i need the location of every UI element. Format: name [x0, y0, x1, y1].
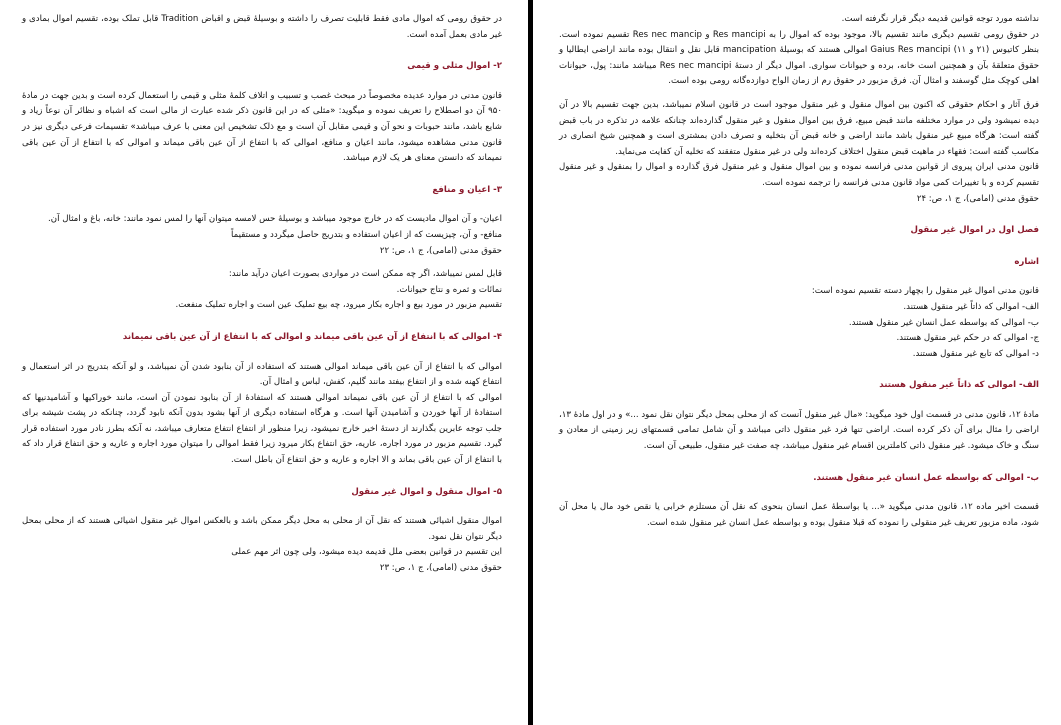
islamic-law-paragraph: فرق آثار و احکام حقوقی که اکنون بین اموال منقول و غیر منقول موجود است در قانون اسلام نمیباشد، بدین جهت تقسیم بالا در آن دیده نمیشود ولی در موارد مختلفه مانند قبض مبیع، فرق بین اموال منقول و غیر منقول گذارده‌اند چنانکه علامه در تذکره در باب قبض گفته است: هرگاه مبیع غیر منقول باشد مانند اراضی و خانه قبض آن بتخلیه و تصرف دادن بمشتری است و همچنین شیخ انصاری در مکاسب گفته است: فقهاء در ماهیت قبض منقول اختلاف کرده‌اند ولی در غیر منقول متفقند که تخلیه آن کفایت می‌نماید. [559, 99, 1039, 157]
sub-heading: اشاره [1014, 256, 1039, 267]
left-page [0, 0, 528, 725]
section-heading-3: ۳- اعیان و منافع [432, 184, 502, 195]
section-heading-2: ۲- اموال مثلی و قیمی [407, 61, 502, 72]
list-item: د- اموالی که تابع غیر منقول هستند. [912, 348, 1039, 359]
section-4-paragraph-1: اموالی که با انتفاع از آن عین باقی میماند اموالی هستند که استفاده از آن بنابود شدن آن نمیباشد، و لو آنکه بتدریج در اثر استعمال و انتفاع کهنه شده و از انتفاع بیفتد مانند گلیم، کفش، لباس و امثال آن. [22, 361, 502, 388]
section-3-paragraph-2: منافع- و آن، چیزیست که از اعیان استفاده و بتدریج حاصل میگردد و مستقیماً [231, 229, 502, 240]
list-intro: قانون مدنی اموال غیر منقول را بچهار دسته تقسیم نموده است: [811, 286, 1039, 297]
section-3-paragraph-3: قابل لمس نمیباشد، اگر چه ممکن است در مواردی بصورت اعیان درآید مانند: [228, 269, 502, 280]
section-5-paragraph-2: این تقسیم در قوانین بعضی ملل قدیمه دیده میشود، ولی چون اثر مهم عملی [231, 547, 502, 558]
list-item: ج- اموالی که در حکم غیر منقول هستند. [896, 333, 1039, 344]
section-heading-alef: الف- اموالی که ذاتاً غیر منقول هستند [879, 380, 1039, 391]
section-3-paragraph-5: تقسیم مزبور در مورد بیع و اجاره بکار میرود، چه بیع تملیک عین است و اجاره تملیک منفعت. [175, 300, 502, 311]
section-4-paragraph-2: اموالی که با انتفاع از آن عین باقی نمیماند اموالی هستند که استفادهٔ از آن بنابود نمودن آن است، مانند خوراکیها و آشامیدنیها که استفادهٔ از آنها خوردن و آشامیدن آنها است. و هرگاه استفاده دیگری از آنها بشود بدون آنکه نابود گردد، چنانکه در پشت شیشه برای جلب توجه عابرین بگذارند از دستهٔ اخیر خارج نمیشود، زیرا منظور از انتفاع انتفاع متعارف میباشد، نه آنکه بطرز نادر مورد استفاده قرار گیرد. تقسیم مزبور در مورد اجاره، عاریه، حق انتفاع بکار میرود زیرا فقط اموالی را میتوان مورد اجاره و عاریه و حق انتفاع قرار داد که با انتفاع از آن عین باقی بماند و الا اجاره و عاریه و حق انتفاع آن باطل است. [22, 392, 502, 466]
chapter-heading: فصل اول در اموال غیر منقول [910, 225, 1039, 236]
roman-law-paragraph: در حقوق رومی تقسیم دیگری مانند تقسیم بالا، موجود بوده که اموال را به Res mancipi و Res nec mancip تقسیم نموده است. بنظر کاتیوس (۲۱ و ۱۱) Gaius Res mancipi اموالی هستند که بوسیلهٔ mancipation قابل نقل و انتقال بوده مانند اراضی ایطالیا و حقوق متعلقهٔ بآن و همچنین است خانه، برده و حیوانات سواری. اموال دیگر از دستهٔ Res nec mancipi میباشد مانند: پول، حیوانات اهلی کوچک مثل گوسفند و امثال آن. فرق مزبور در حقوق رم از زمان الواح دوازده‌گانه رومی بوده است. [559, 29, 1040, 87]
section-heading-4: ۴- اموالی که با انتفاع از آن عین باقی میماند و اموالی که با انتفاع از آن عین باقی نمیماند [122, 331, 502, 342]
section-heading-5: ۵- اموال منقول و اموال غیر منقول [351, 486, 502, 497]
section-3-paragraph-1: اعیان- و آن اموال مادیست که در خارج موجود میباشد و بوسیلهٔ حس لامسه میتوان آنها را لمس نمود مانند: خانه، باغ و امثال آن. [48, 214, 502, 225]
section-3-paragraph-4: نمائات و ثمره و نتاج حیوانات. [396, 284, 502, 295]
section-be-body: قسمت اخیر ماده ۱۲، قانون مدنی میگوید «... یا بواسطهٔ عمل انسان بنحوی که نقل آن مستلزم خرابی یا نقص خود مال یا محل آن شود، ماده مزبور تعریف غیر منقولی را نموده که قبلا منقول بوده و بواسطه عمل انسان غیر منقول شده است. [559, 502, 1039, 528]
list-item: الف- اموالی که ذاتاً غیر منقول هستند. [903, 301, 1039, 312]
page-citation: حقوق مدنی (امامی)، ج ۱، ص: ۲۴ [916, 193, 1039, 204]
intro-paragraph: در حقوق رومی که اموال مادی فقط قابلیت تصرف را داشته و بوسیلهٔ قبض و اقباض Tradition قابل تملک بوده، تقسیم اموال بمادی و غیر مادی بعمل آمده است. [22, 14, 502, 40]
section-alef-body: مادهٔ ۱۲، قانون مدنی در قسمت اول خود میگوید: «مال غیر منقول آنست که از محلی بمحل دیگر نتوان نقل نمود ...» و در اول مادهٔ ۱۳، اراضی را مثال برای آن ذکر کرده است. اراضی تنها فرد غیر منقول ذاتی میباشد و آن شامل تمامی قسمتهای زیر زمینی از معادن و سنگ و خاک میشود. غیر منقول ذاتی کاملترین اقسام غیر منقول میباشد، چه صفت غیر منقول، طبیعی آن است. [559, 409, 1039, 452]
list-item: ب- اموالی که بواسطه عمل انسان غیر منقول هستند. [848, 317, 1039, 328]
page-citation: حقوق مدنی (امامی)، ج ۱، ص: ۲۲ [379, 245, 502, 256]
section-2-body: قانون مدنی در موارد عدیده مخصوصاً در مبحث غصب و تسبیب و اتلاف کلمهٔ مثلی و قیمی را استعمال کرده است و بدین جهت در مادهٔ ۹۵۰ آن دو اصطلاح را تعریف نموده و میگوید: «مثلی که در این قانون ذکر شده عبارت از مالی است که اشباه و نظائر آن نوعاً زیاد و شایع باشد، مانند حبوبات و نحو آن و قیمی مقابل آن است و مع ذلک تشخیص این معنی با عرف میباشد» تقسیمات فرعی دیگری نیز در قانون مدنی مشاهده میشود، مانند اعیان و منافع، اموالی که با انتفاع از آن عین باقی میماند و اموالی که با انتفاع از آن عین باقی نمیماند که دانستن معنای هر یک لازم میباشد. [22, 90, 502, 164]
continuation-paragraph: نداشته مورد توجه قوانین قدیمه دیگر قرار نگرفته است. [841, 14, 1039, 24]
section-heading-be: ب- اموالی که بواسطه عمل انسان غیر منقول هستند. [813, 472, 1039, 483]
iranian-law-paragraph: قانون مدنی ایران پیروی از قوانین مدنی فرانسه نموده و بین اموال منقول و غیر منقول فرق گذارده و اموال را بمنقول و غیر منقول تقسیم کرده و با تغییرات کمی مواد قانون مدنی فرانسه را ترجمه نموده است. [559, 162, 1039, 188]
page-citation: حقوق مدنی (امامی)، ج ۱، ص: ۲۳ [379, 563, 502, 574]
section-5-paragraph-1: اموال منقول اشیائی هستند که نقل آن از محلی به محل دیگر ممکن باشد و بالعکس اموال غیر منقول اشیائی هستند که از محلی بمحل دیگر نتوان نقل نمود. [22, 516, 502, 542]
right-page [533, 0, 1061, 725]
